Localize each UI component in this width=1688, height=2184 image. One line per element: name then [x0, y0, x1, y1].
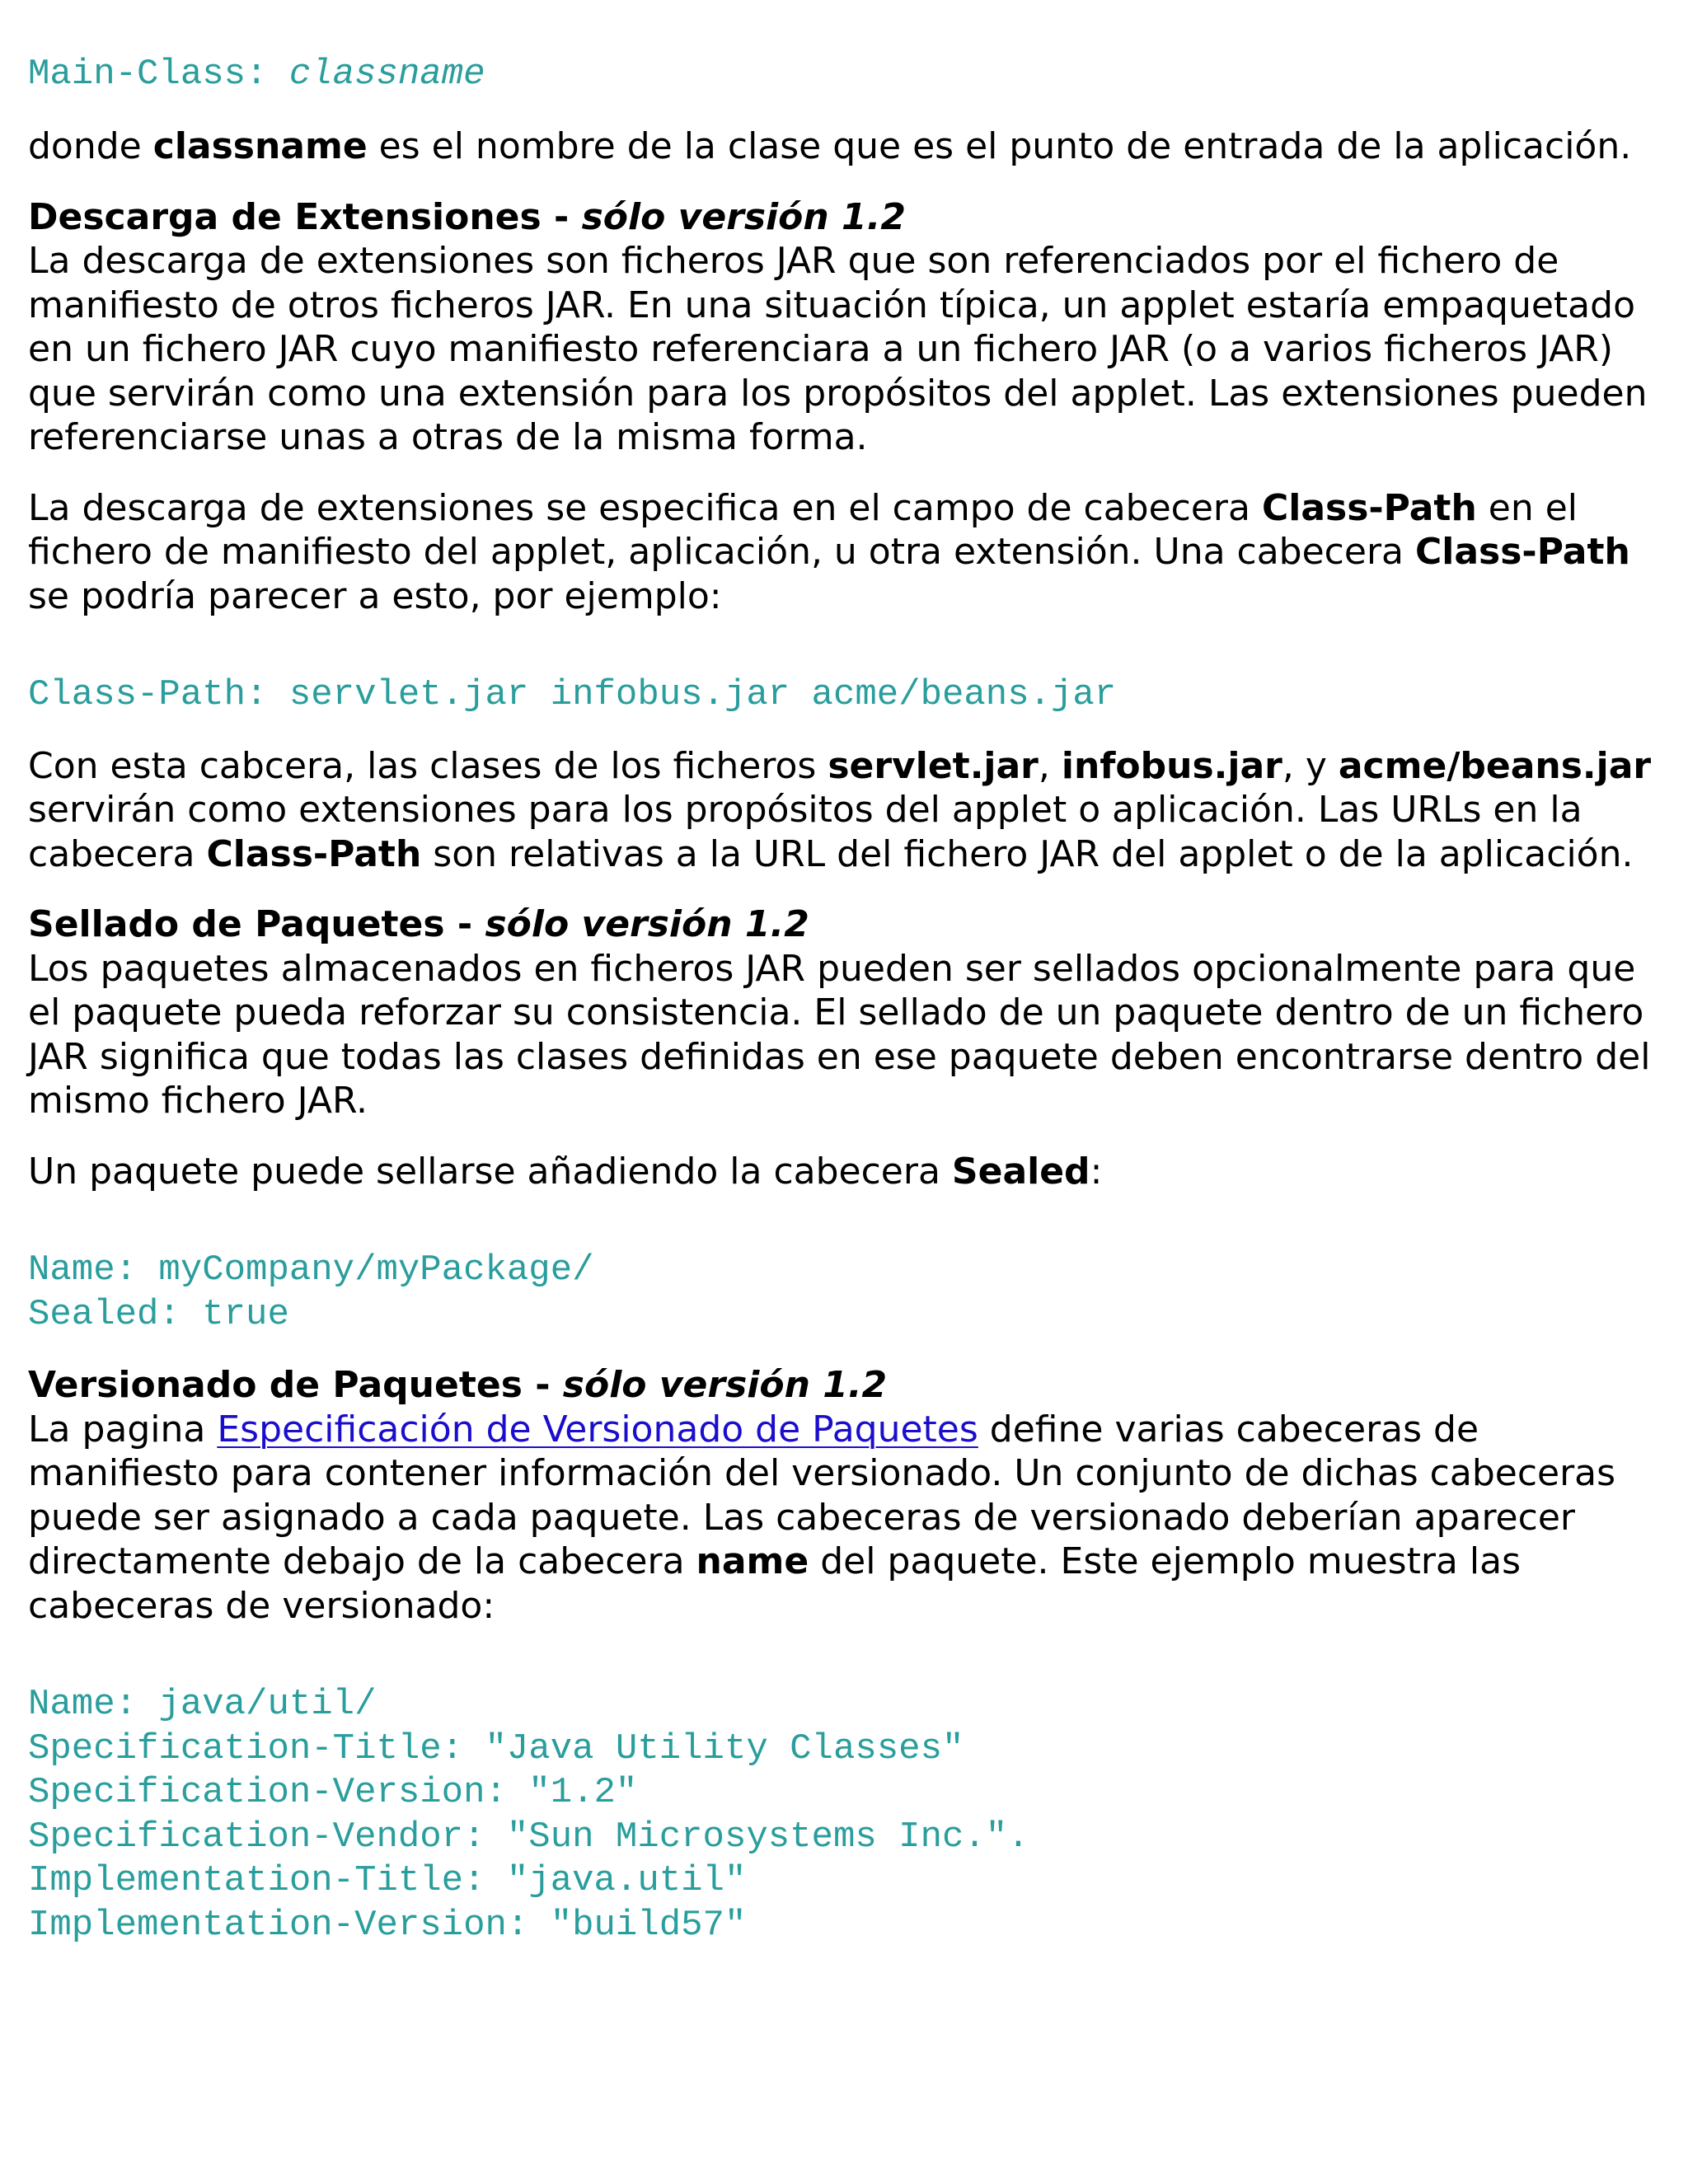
versioning-spec-link[interactable]: Especificación de Versionado de Paquetes [217, 1408, 978, 1451]
code-line: Sealed: true [28, 1293, 289, 1335]
paragraph-text: del paquete. Este ejemplo muestra las cabeceras de versionado: [28, 1540, 1521, 1627]
paragraph-text: servirán como extensiones para los propósitos del applet o aplicación. Las URLs en la cabecera [28, 789, 1582, 875]
section-heading [28, 902, 1668, 947]
paragraph-classpath [28, 486, 1668, 619]
code-sealed [28, 1249, 1668, 1337]
code-main-class [28, 53, 1668, 97]
paragraph-text: La pagina [28, 1408, 218, 1451]
paragraph-text: define varias cabeceras de manifiesto para contener información del versionado. Un conjunto de dichas cabeceras puede ser asignado a cada paquete. Las cabeceras de versionado deberían aparecer directamente debajo de la cabecera [28, 1408, 1616, 1582]
section-text: La descarga de extensiones son ficheros JAR que son referenciados por el fichero de manifiesto de otros ficheros JAR. En una situación típica, un applet estaría empaquetado en un fichero JAR cuyo manifiesto referenciara a un fichero JAR (o a varios ficheros JAR) que servirán como una extensión para los propósitos del applet. Las extensiones pueden referenciarse unas a otras de la misma forma. [28, 240, 1648, 458]
code-line: Implementation-Version: "build57" [28, 1904, 747, 1946]
paragraph-text: donde [28, 125, 153, 167]
code-main-class-param: classname [288, 54, 485, 95]
paragraph-text: , [1038, 744, 1062, 787]
heading-version: sólo versión 1.2 [581, 195, 906, 238]
paragraph-text: son relativas a la URL del fichero JAR del applet o de la aplicación. [421, 832, 1634, 875]
heading-text: Sellado de Paquetes - [28, 903, 485, 945]
paragraph-text: : [1090, 1150, 1103, 1193]
bold-term: Class-Path [1414, 531, 1630, 573]
code-versioning [28, 1683, 1668, 1947]
code-line: Implementation-Title: "java.util" [28, 1860, 747, 1901]
bold-term: servlet.jar [828, 744, 1039, 787]
code-main-class-prefix: Main-Class: [28, 54, 289, 95]
paragraph-classname [28, 124, 1668, 169]
code-line: Specification-Vendor: "Sun Microsystems Inc.". [28, 1816, 1029, 1858]
code-line: Name: java/util/ [28, 1684, 377, 1725]
paragraph-cabecera [28, 744, 1668, 877]
code-line: Specification-Version: "1.2" [28, 1772, 638, 1813]
section-text: Los paquetes almacenados en ficheros JAR pueden ser sellados opcionalmente para que el paquete pueda reforzar su consistencia. El sellado de un paquete dentro de un fichero JAR significa que todas las clases definidas en ese paquete deben encontrarse dentro del mismo fichero JAR. [28, 947, 1651, 1122]
section-extensions [28, 195, 1668, 460]
section-sealing [28, 902, 1668, 1123]
heading-text: Versionado de Paquetes - [28, 1364, 563, 1406]
bold-term: acme/beans.jar [1338, 744, 1652, 787]
paragraph-text: , y [1282, 744, 1339, 787]
paragraph-sealed [28, 1150, 1668, 1194]
section-versioning [28, 1363, 1668, 1628]
code-line: Name: myCompany/myPackage/ [28, 1249, 594, 1291]
section-text [28, 1408, 1668, 1629]
paragraph-text: La descarga de extensiones se especifica en el campo de cabecera [28, 486, 1262, 529]
paragraph-text: en el fichero de manifiesto del applet, aplicación, u otra extensión. Una cabecera [28, 486, 1578, 573]
bold-term: name [696, 1540, 809, 1582]
paragraph-text: Un paquete puede sellarse añadiendo la cabecera [28, 1150, 952, 1193]
bold-term: Sealed [951, 1150, 1090, 1193]
bold-term: infobus.jar [1061, 744, 1282, 787]
paragraph-text: Con esta cabcera, las clases de los ficheros [28, 744, 828, 787]
document-page [28, 53, 1668, 1947]
code-classpath: Class-Path: servlet.jar infobus.jar acme/beans.jar [28, 674, 1117, 715]
heading-text: Descarga de Extensiones - [28, 195, 582, 238]
section-heading [28, 195, 1668, 240]
paragraph-text: es el nombre de la clase que es el punto de entrada de la aplicación. [367, 125, 1632, 167]
bold-term: Class-Path [1261, 486, 1477, 529]
code-line: Specification-Title: "Java Utility Classes" [28, 1727, 964, 1769]
heading-version: sólo versión 1.2 [562, 1364, 888, 1406]
bold-term: Class-Path [206, 832, 422, 875]
paragraph-text: se podría parecer a esto, por ejemplo: [28, 574, 722, 617]
bold-term: classname [152, 125, 368, 167]
heading-version: sólo versión 1.2 [485, 903, 809, 945]
section-heading [28, 1363, 1668, 1408]
